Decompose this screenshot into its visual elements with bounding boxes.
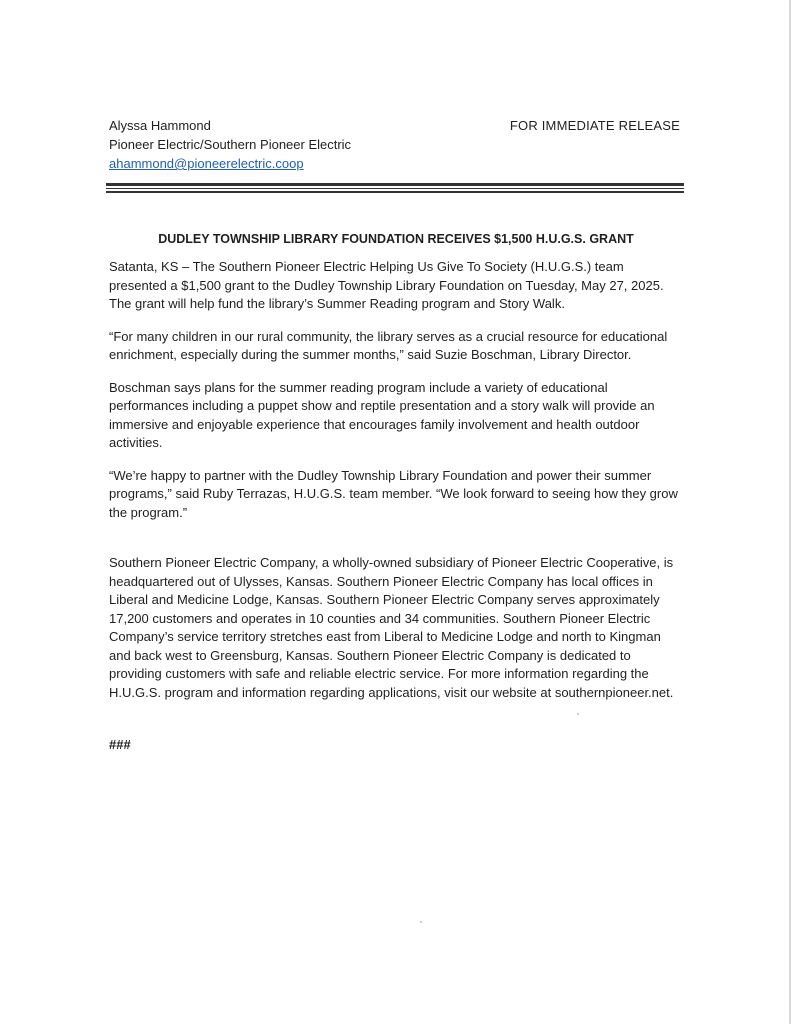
scan-speck [420, 921, 422, 923]
body-paragraph: Boschman says plans for the summer reading program include a variety of educational performances including a puppet show and reptile presentation and a story walk will provide an immersive and enjoyable experience that encourages family involvement and health outdoor activities. [109, 379, 655, 450]
press-release-body [109, 258, 681, 716]
contact-name: Alyssa Hammond [109, 118, 211, 133]
header-rule [106, 183, 684, 186]
contact-block [109, 116, 351, 173]
header-rule [106, 191, 684, 193]
contact-email-link[interactable]: ahammond@pioneerelectric.coop [109, 156, 304, 171]
release-label: FOR IMMEDIATE RELEASE [509, 118, 680, 133]
company-boilerplate-paragraph: Southern Pioneer Electric Company, a wholly-owned subsidiary of Pioneer Electric Cooperative, is headquartered out of Ulysses, Kansas. Southern Pioneer Electric Company has local offices in Liberal and Medicine Lodge, Kansas. Southern Pioneer Electric Company serves approximately 17,200 customers and operates in 10 counties and 34 communities. Southern Pioneer Electric Company’s service territory stretches east from Liberal to Medicine Lodge and north to Kingman and back west to Greensburg, Kansas. Southern Pioneer Electric Company is dedicated to providing customers with safe and reliable electric service. For more information regarding the H.U.G.S. program and information regarding applications, visit our website at southernpioneer.net. [109, 555, 674, 700]
scan-speck [577, 713, 579, 715]
press-release-headline: DUDLEY TOWNSHIP LIBRARY FOUNDATION RECEIVES $1,500 H.U.G.S. GRANT [158, 232, 634, 246]
header-rule [106, 188, 684, 189]
body-paragraph: “For many children in our rural community, the library serves as a crucial resource for educational enrichment, especially during the summer months,” said Suzie Boschman, Library Director. [109, 328, 668, 362]
contact-organization: Pioneer Electric/Southern Pioneer Electric [109, 137, 352, 152]
body-paragraph: “We’re happy to partner with the Dudley Township Library Foundation and power their summer programs,” said Ruby Terrazas, H.U.G.S. team member. “We look forward to seeing how they grow the program.” [109, 467, 678, 520]
body-paragraph: Satanta, KS – The Southern Pioneer Electric Helping Us Give To Society (H.U.G.S.) team presented a $1,500 grant to the Dudley Township Library Foundation on Tuesday, May 27, 2025. The grant will help fund the library’s Summer Reading program and Story Walk. [109, 259, 664, 311]
end-mark: ### [109, 737, 131, 752]
